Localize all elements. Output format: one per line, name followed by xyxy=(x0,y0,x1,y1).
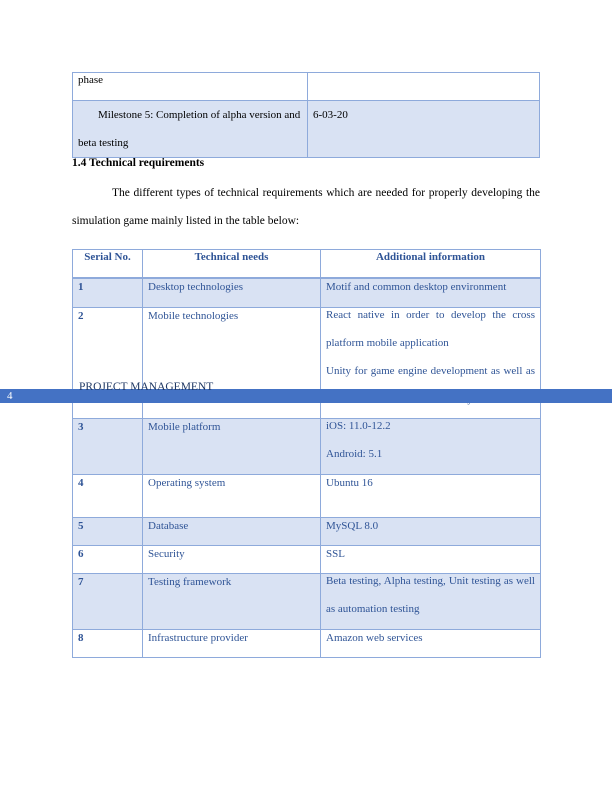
serial-cell: 8 xyxy=(73,629,143,657)
table-row xyxy=(73,474,541,517)
serial-cell: 5 xyxy=(73,517,143,545)
table-row xyxy=(73,73,540,101)
need-cell: Operating system xyxy=(143,474,321,517)
info-line: React native in order to develop the cross platform mobile application xyxy=(326,308,535,349)
table-row xyxy=(73,573,541,629)
technical-requirements-table xyxy=(72,249,541,658)
need-cell: Database xyxy=(143,517,321,545)
serial-cell: 2 xyxy=(73,307,143,418)
need-cell: Testing framework xyxy=(143,573,321,629)
column-header-serial: Serial No. xyxy=(73,250,143,279)
serial-cell: 4 xyxy=(73,474,143,517)
serial-cell: 3 xyxy=(73,418,143,474)
footer-title: PROJECT MANAGEMENT xyxy=(79,381,214,393)
need-cell: Mobile technologies xyxy=(143,307,321,418)
milestone-date-cell xyxy=(308,73,540,101)
need-cell: Infrastructure provider xyxy=(143,629,321,657)
info-cell: SSL xyxy=(321,545,541,573)
table-row xyxy=(73,418,541,474)
milestone-label-cell: Milestone 5: Completion of alpha version and beta testing xyxy=(73,101,308,158)
section-heading: 1.4 Technical requirements xyxy=(72,157,205,169)
info-cell: Motif and common desktop environment xyxy=(321,278,541,307)
column-header-additional-info: Additional information xyxy=(321,250,541,279)
info-line: Unity for game engine development as well as xyxy=(326,364,535,377)
info-line: Beta testing, Alpha testing, Unit testing as well as automation testing xyxy=(326,574,535,615)
serial-cell: 7 xyxy=(73,573,143,629)
table-header-row xyxy=(73,250,541,279)
table-row xyxy=(73,101,540,158)
info-cell xyxy=(321,573,541,629)
page-number: 4 xyxy=(7,390,13,402)
column-header-technical-needs: Technical needs xyxy=(143,250,321,279)
milestone-label-cell: phase xyxy=(73,73,308,101)
info-cell: Amazon web services xyxy=(321,629,541,657)
table-row xyxy=(73,517,541,545)
info-line: iOS: 11.0-12.2 xyxy=(326,419,391,432)
milestone-date-cell: 6-03-20 xyxy=(308,101,540,158)
table-row xyxy=(73,629,541,657)
info-cell: MySQL 8.0 xyxy=(321,517,541,545)
section-paragraph: The different types of technical requirements which are needed for properly developing the simulation game mainly listed in the table below: xyxy=(72,187,540,227)
need-cell: Mobile platform xyxy=(143,418,321,474)
need-cell: Security xyxy=(143,545,321,573)
info-cell: Ubuntu 16 xyxy=(321,474,541,517)
serial-cell: 1 xyxy=(73,278,143,307)
info-cell xyxy=(321,418,541,474)
info-line: Android: 5.1 xyxy=(326,447,383,460)
serial-cell: 6 xyxy=(73,545,143,573)
need-cell: Desktop technologies xyxy=(143,278,321,307)
milestone-table xyxy=(72,72,540,158)
